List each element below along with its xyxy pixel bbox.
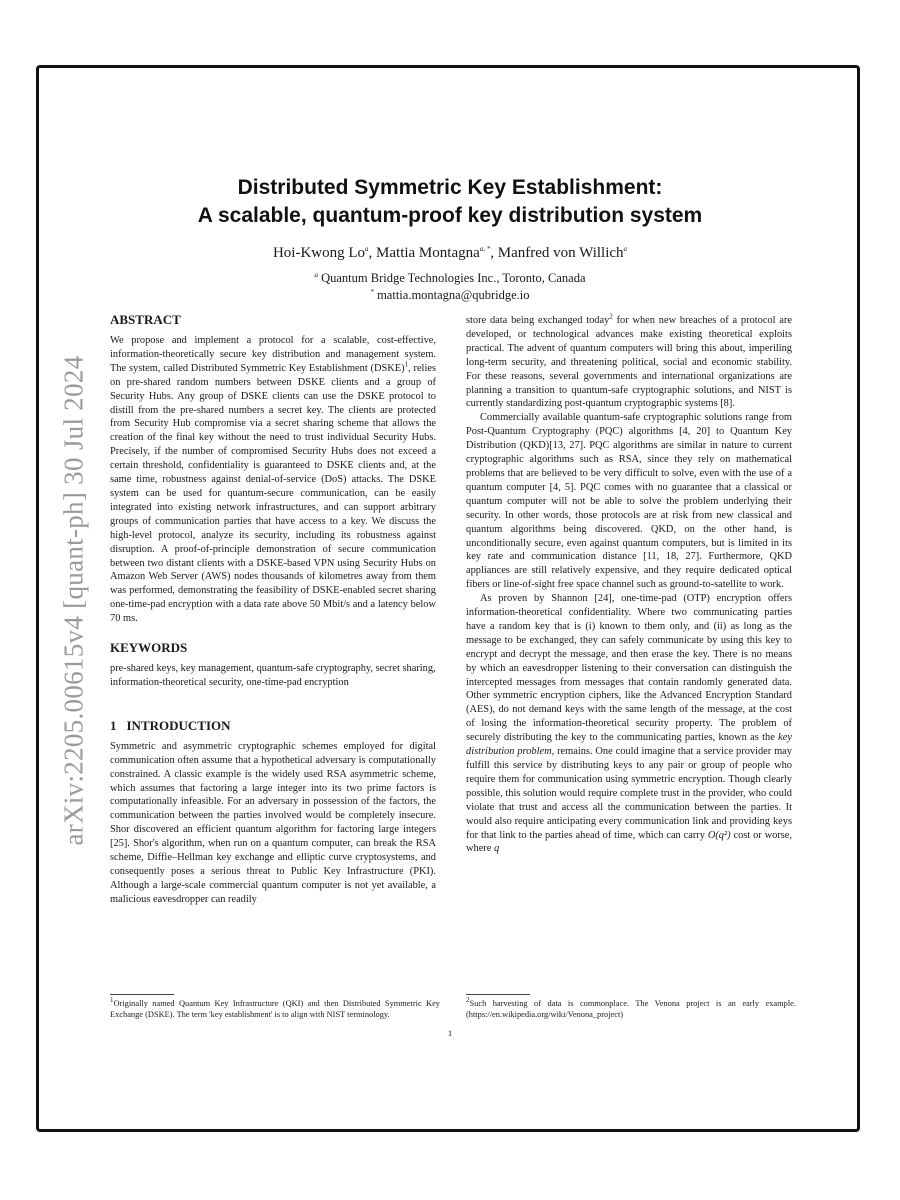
big-o-expression: O(q²) bbox=[707, 829, 731, 841]
paper-title bbox=[110, 174, 790, 230]
right-p1-part-a: store data being exchanged today bbox=[466, 315, 610, 326]
intro-paragraph-1: Symmetric and asymmetric cryptographic schemes employed for digital communication often assume that a hypothetical adversary is computationally constrained. A classic example is the widely used RSA asymmetric scheme, which assumes that factoring a large integer into its two prime factors is computationally infeasible. For an adversary in possession of the factors, the communication between the parties involved would be completely insecure. Shor discovered an efficient quantum algorithm for factoring large integers [25]. Shor's algorithm, when run on a quantum computer, can break the RSA scheme, Diffie–Hellman key exchange and elliptic curve cryptosystems, and consequently poses a serious threat to Public Key Infrastructure (PKI). Although a large-scale commercial quantum computer is not yet available, a malicious eavesdropper can readily bbox=[110, 740, 436, 905]
footnote-1-mark: 1 bbox=[110, 996, 114, 1005]
abstract-heading: ABSTRACT bbox=[110, 312, 181, 327]
right-p3-part-c: cost or worse, where bbox=[466, 829, 792, 855]
author-1: Hoi-Kwong Lo bbox=[272, 245, 366, 261]
right-p1-part-b: for when new breaches of a protocol are developed, or technological advances make existing theoretical exploits practical. The advent of quantum computers will bring this about, imperiling long-term security, and threatening political, social and economic stability. For these reasons, several governments and international organizations are planning a transition to quantum-safe cryptographic solutions, and NIST is currently standardizing post-quantum cryptographic systems [8]. bbox=[466, 315, 792, 410]
page-number: 1 bbox=[447, 1028, 453, 1038]
arxiv-side-label bbox=[54, 355, 94, 845]
email-line bbox=[110, 287, 790, 304]
footnote-1-text: Originally named Quantum Key Infrastructure (QKI) and then Distributed Symmetric Key Exchange (DSKE). The term 'key establishment' is to align with NIST terminology. bbox=[110, 999, 440, 1019]
footnote-2-mark: 2 bbox=[466, 996, 470, 1005]
arxiv-identifier: arXiv:2205.00615v4 [quant-ph] 30 Jul 2024 bbox=[58, 355, 89, 845]
affiliation-line bbox=[110, 270, 790, 287]
affiliation-text: Quantum Bridge Technologies Inc., Toronto, Canada bbox=[317, 271, 586, 285]
right-p3-part-a: As proven by Shannon [24], one-time-pad (OTP) encryption offers information-theoretical confidentiality. Where two communicating parties have a random key that is (i) known to them only, and (ii) as long as the message to be exchanged, they can safely communicate by using this key to encrypt and decrypt the message, and then erase the key. There is no means by which an eavesdropper listening to their conversation can distinguish the intercepted messages from messages that contain randomly generated data. Other symmetric encryption ciphers, like the Advanced Encryption Standard (AES), do not demand keys with the same length of the message, at the cost of losing the information-theoretical security property. The problem of securely distributing the key to the communicating parties, known as the bbox=[466, 593, 792, 744]
abstract-part-1: We propose and implement a protocol for a scalable, cost-effective, information-theoretically secure key distribution and management system. The system, called Distributed Symmetric Key Establishment (DSKE) bbox=[110, 335, 436, 374]
footnote-2 bbox=[466, 998, 796, 1020]
left-column bbox=[110, 312, 436, 907]
footnote-1 bbox=[110, 998, 440, 1020]
footnote-2-ref[interactable]: 2 bbox=[609, 312, 613, 321]
author-3-sup: a bbox=[623, 245, 628, 253]
author-separator: , bbox=[490, 245, 498, 261]
title-line-2: A scalable, quantum-proof key distribution system bbox=[197, 204, 703, 227]
author-separator: , bbox=[368, 245, 377, 261]
corresponding-email[interactable]: mattia.montagna@qubridge.io bbox=[373, 288, 530, 302]
variable-q: q bbox=[493, 843, 500, 855]
author-2: Mattia Montagna bbox=[376, 245, 480, 261]
author-2-sup: a, * bbox=[479, 245, 491, 253]
footnote-1-ref[interactable]: 1 bbox=[404, 360, 409, 369]
email-sup: * bbox=[370, 287, 374, 296]
key-distribution-term: key distribution problem bbox=[466, 732, 792, 758]
author-list bbox=[110, 244, 790, 262]
keywords-text: pre-shared keys, key management, quantum-safe cryptography, secret sharing, information-theoretical security, one-time-pad encryption bbox=[110, 663, 436, 688]
keywords-heading: KEYWORDS bbox=[110, 640, 188, 656]
affiliation-sup: a bbox=[314, 270, 318, 279]
footnote-2-text: Such harvesting of data is commonplace. The Venona project is an early example. (https://en.wikipedia.org/wiki/Venona_project) bbox=[466, 999, 796, 1019]
right-p3-part-b: , remains. One could imagine that a service provider may fulfill this service by distributing keys to any pair or group of people who require them for communication using symmetric encryption. Though clearly possible, this solution would require complete trust in the provider, who could violate that trust and access all the communication between the parties. It would also require anticipating every communication link and providing keys for that link to the parties ahead of time, which can carry bbox=[466, 746, 792, 841]
right-paragraph-3 bbox=[466, 592, 792, 856]
abstract-part-2: , relies on pre-shared random numbers between DSKE clients and a group of Security Hubs. Any group of DSKE clients can use the DSKE protocol to distill from the pre-shared numbers a secret key. The clients are protected from Security Hub compromise via a secret sharing scheme that allows the creation of the final key without the need to trust individual Security Hubs. Precisely, if the number of compromised Security Hubs does not exceed a certain threshold, confidentiality is guaranteed to DSKE clients and, at the same time, robustness against denial-of-service (DoS) attacks. The DSKE system can be used for quantum-secure communication, can be easily integrated into existing network infrastructures, and can support arbitrary groups of communication parties that have access to a key. We discuss the high-level protocol, analyze its security, including its robustness against disruption. A proof-of-principle demonstration of secure communication between two distant clients with a DSKE-based VPN using Security Hubs on Amazon Web Server (AWS) nodes thousands of kilometres away from them was performed, demonstrating the feasibility of DSKE-enabled secret sharing one-time-pad encryption with a data rate above 50 Mbit/s and a latency below 70 ms. bbox=[110, 362, 436, 625]
introduction-heading bbox=[110, 718, 436, 734]
author-1-sup: a bbox=[365, 245, 369, 253]
footnote-rule-left bbox=[110, 994, 174, 995]
affiliation-block bbox=[110, 270, 790, 304]
right-column bbox=[466, 314, 792, 856]
title-line-1: Distributed Symmetric Key Establishment: bbox=[237, 176, 663, 199]
abstract-text bbox=[110, 334, 436, 626]
section-title: INTRODUCTION bbox=[126, 717, 231, 733]
author-3: Manfred von Willich bbox=[497, 245, 624, 261]
section-number: 1 bbox=[110, 717, 117, 733]
right-paragraph-1 bbox=[466, 314, 792, 411]
footnote-rule-right bbox=[466, 994, 530, 995]
right-paragraph-2: Commercially available quantum-safe cryptographic solutions range from Post-Quantum Cryptography (PQC) algorithms [4, 20] to Quantum Key Distribution (QKD)[13, 27]. PQC algorithms are similar in nature to current cryptographic algorithms such as RSA, since they rely on mathematical problems that are believed to be very difficult to solve, even with the use of a quantum computer [4, 5]. PQC comes with no guarantee that a classical or quantum computer will not be able to solve the problem underlying their security. In other words, those protocols are at risk from new classical and quantum algorithms being discovered. QKD, on the other hand, is unconditionally secure, even against quantum computers, but is limited in its key rate and communication distance [11, 18, 27]. Furthermore, QKD appliances are still relatively expensive, and they require dedicated optical fibers or line-of-sight free space channel such as ground-to-satellite to work. bbox=[466, 412, 792, 591]
